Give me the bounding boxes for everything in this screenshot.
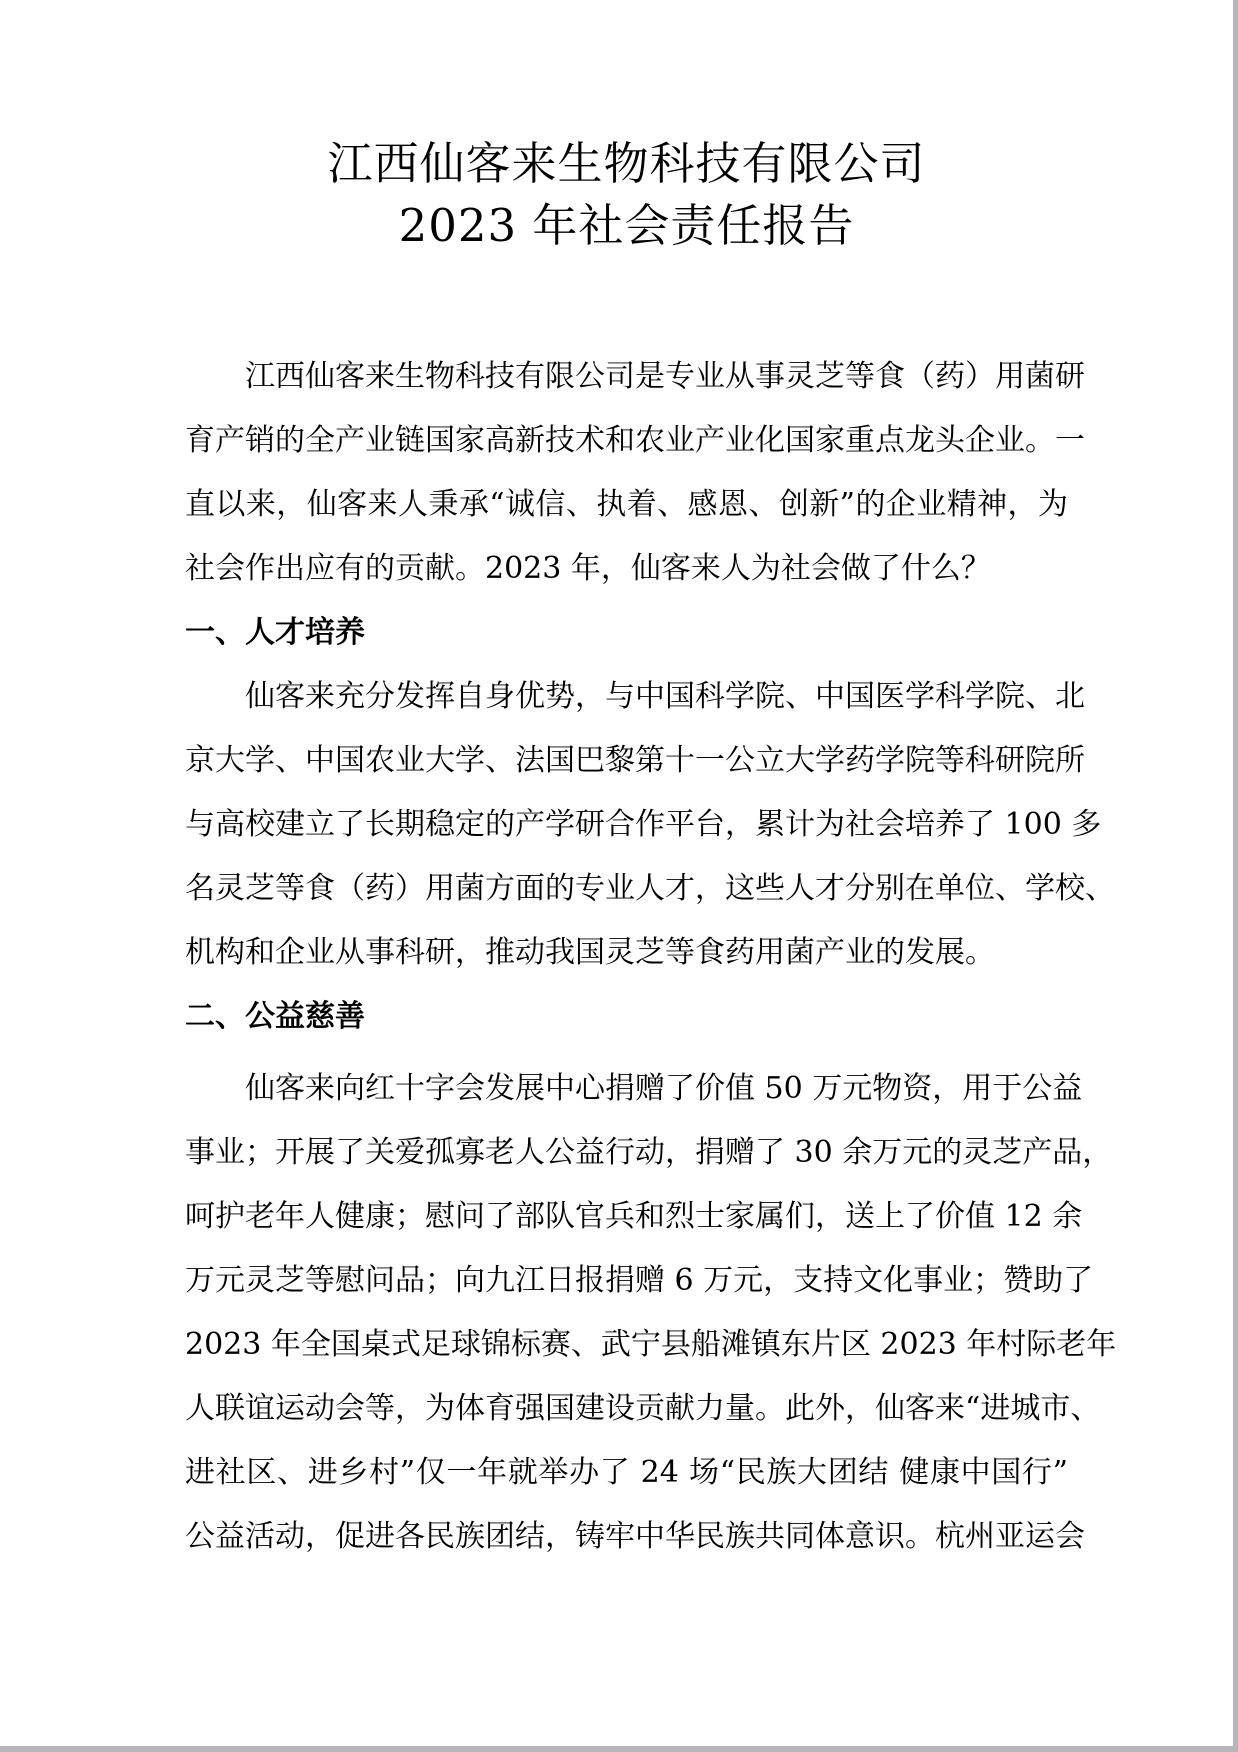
document-title bbox=[185, 133, 1068, 257]
intro-paragraph bbox=[185, 345, 1085, 601]
body-line: 仙客来向红十字会发展中心捐赠了价值 50 万元物资，用于公益 bbox=[245, 1071, 1083, 1106]
body-line: 2023 年全国桌式足球锦标赛、武宁县船滩镇东片区 2023 年村际老年 bbox=[185, 1327, 1117, 1362]
page-edge-right bbox=[1233, 0, 1238, 1752]
body-line: 人联谊运动会等，为体育强国建设贡献力量。此外，仙客来“进城市、 bbox=[185, 1391, 1101, 1426]
body-line: 公益活动，促进各民族团结，铸牢中华民族共同体意识。杭州亚运会 bbox=[185, 1519, 1085, 1554]
document-title-line-2: 2023 年社会责任报告 bbox=[398, 199, 855, 252]
charity-paragraph bbox=[185, 1057, 1117, 1569]
document-title-line-1: 江西仙客来生物科技有限公司 bbox=[327, 137, 926, 190]
page-edge-bottom bbox=[0, 1746, 1238, 1752]
body-line: 与高校建立了长期稳定的产学研合作平台，累计为社会培养了 100 多 bbox=[185, 807, 1102, 842]
section-heading-charity: 二、公益慈善 bbox=[185, 999, 365, 1034]
body-line: 机构和企业从事科研，推动我国灵芝等食药用菌产业的发展。 bbox=[185, 935, 995, 970]
body-line: 京大学、中国农业大学、法国巴黎第十一公立大学药学院等科研院所 bbox=[185, 743, 1085, 778]
section-heading-talent: 一、人才培养 bbox=[185, 615, 365, 650]
body-line: 仙客来充分发挥自身优势，与中国科学院、中国医学科学院、北 bbox=[245, 679, 1085, 714]
body-line: 万元灵芝等慰问品；向九江日报捐赠 6 万元，支持文化事业；赞助了 bbox=[185, 1263, 1094, 1298]
body-line: 直以来，仙客来人秉承“诚信、执着、感恩、创新”的企业精神，为 bbox=[185, 487, 1068, 522]
body-line: 进社区、进乡村”仅一年就举办了 24 场“民族大团结 健康中国行” bbox=[185, 1455, 1068, 1490]
body-line: 事业；开展了关爱孤寡老人公益行动，捐赠了 30 余万元的灵芝产品， bbox=[185, 1135, 1113, 1170]
body-line: 名灵芝等食（药）用菌方面的专业人才，这些人才分别在单位、学校、 bbox=[185, 871, 1115, 906]
talent-paragraph bbox=[185, 665, 1115, 985]
body-line: 育产销的全产业链国家高新技术和农业产业化国家重点龙头企业。一 bbox=[185, 423, 1085, 458]
body-line: 江西仙客来生物科技有限公司是专业从事灵芝等食（药）用菌研 bbox=[245, 359, 1085, 394]
body-line: 呵护老年人健康；慰问了部队官兵和烈士家属们，送上了价值 12 余 bbox=[185, 1199, 1083, 1234]
body-line: 社会作出应有的贡献。2023 年，仙客来人为社会做了什么？ bbox=[185, 551, 991, 586]
